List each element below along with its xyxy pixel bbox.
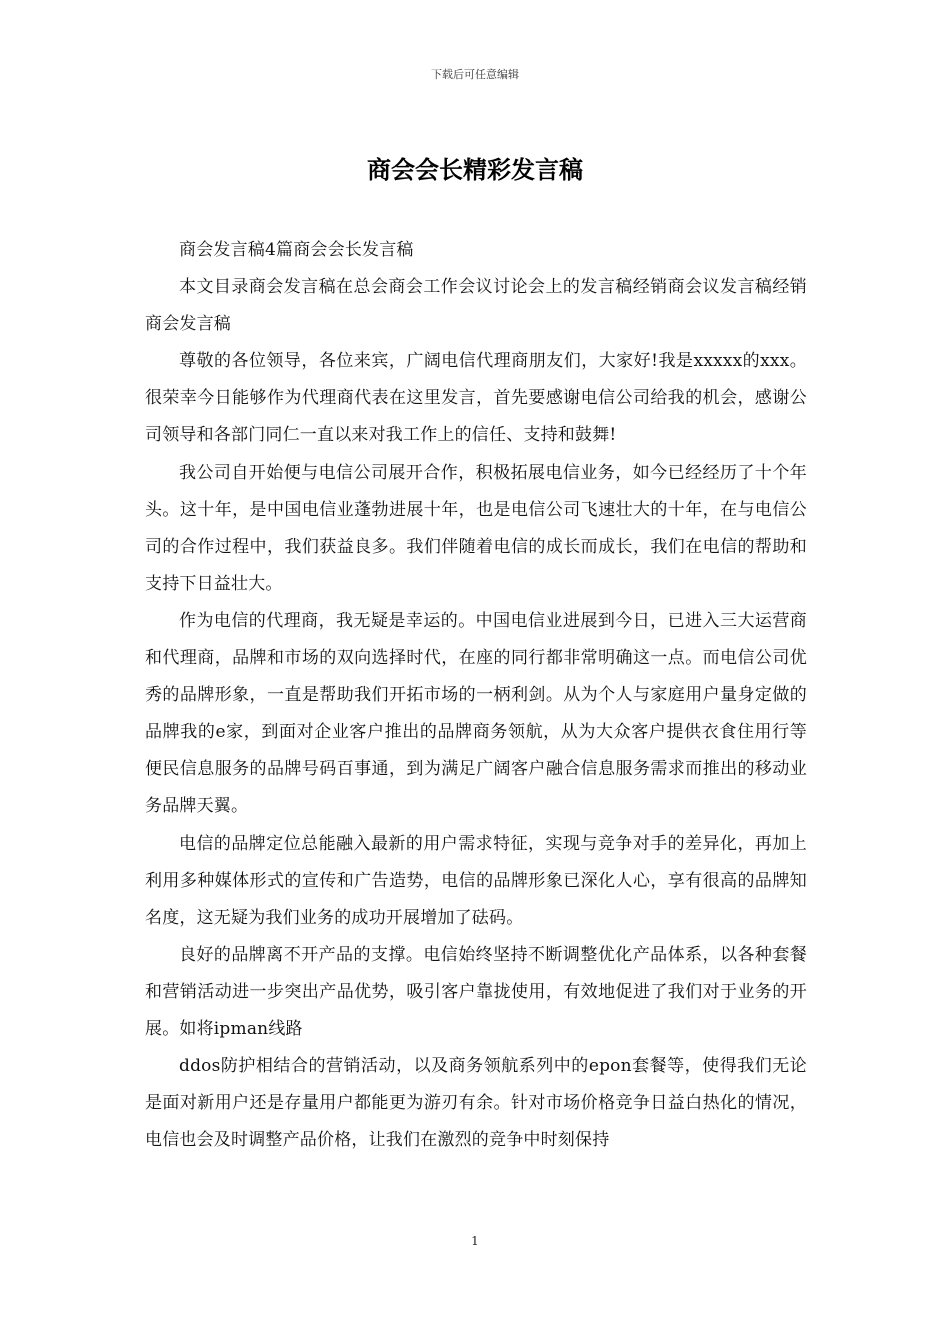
page-number: 1 — [471, 1234, 479, 1248]
paragraph: 尊敬的各位领导，各位来宾，广阔电信代理商朋友们，大家好!我是xxxxx的xxx。很荣幸今日能够作为代理商代表在这里发言，首先要感谢电信公司给我的机会，感谢公司领导和各部门同仁一直以来对我工作上的信任、支持和鼓舞! — [145, 351, 807, 446]
paragraph: 本文目录商会发言稿在总会商会工作会议讨论会上的发言稿经销商会议发言稿经销商会发言稿 — [145, 277, 807, 335]
document-title: 商会会长精彩发言稿 — [367, 156, 583, 184]
header-note: 下载后可任意编辑 — [431, 68, 519, 81]
document-body — [145, 232, 807, 1159]
paragraph: 作为电信的代理商，我无疑是幸运的。中国电信业进展到今日，已进入三大运营商和代理商，品牌和市场的双向选择时代，在座的同行都非常明确这一点。而电信公司优秀的品牌形象，一直是帮助我们开拓市场的一柄利剑。从为个人与家庭用户量身定做的品牌我的e家，到面对企业客户推出的品牌商务领航，从为大众客户提供衣食住用行等便民信息服务的品牌号码百事通，到为满足广阔客户融合信息服务需求而推出的移动业务品牌天翼。 — [145, 610, 807, 817]
paragraph: 我公司自开始便与电信公司展开合作，积极拓展电信业务，如今已经经历了十个年头。这十年，是中国电信业蓬勃进展十年，也是电信公司飞速壮大的十年，在与电信公司的合作过程中，我们获益良多。我们伴随着电信的成长而成长，我们在电信的帮助和支持下日益壮大。 — [145, 462, 807, 594]
paragraph: ddos防护相结合的营销活动，以及商务领航系列中的epon套餐等，使得我们无论是面对新用户还是存量用户都能更为游刃有余。针对市场价格竞争日益白热化的情况，电信也会及时调整产品价格，让我们在激烈的竞争中时刻保持 — [145, 1056, 807, 1151]
paragraph: 良好的品牌离不开产品的支撑。电信始终坚持不断调整优化产品体系，以各种套餐和营销活动进一步突出产品优势，吸引客户靠拢使用，有效地促进了我们对于业务的开展。如将ipman线路 — [145, 944, 807, 1039]
paragraph: 电信的品牌定位总能融入最新的用户需求特征，实现与竞争对手的差异化，再加上利用多种媒体形式的宣传和广告造势，电信的品牌形象已深化人心，享有很高的品牌知名度，这无疑为我们业务的成功开展增加了砝码。 — [145, 833, 807, 928]
paragraph: 商会发言稿4篇商会会长发言稿 — [179, 240, 414, 260]
